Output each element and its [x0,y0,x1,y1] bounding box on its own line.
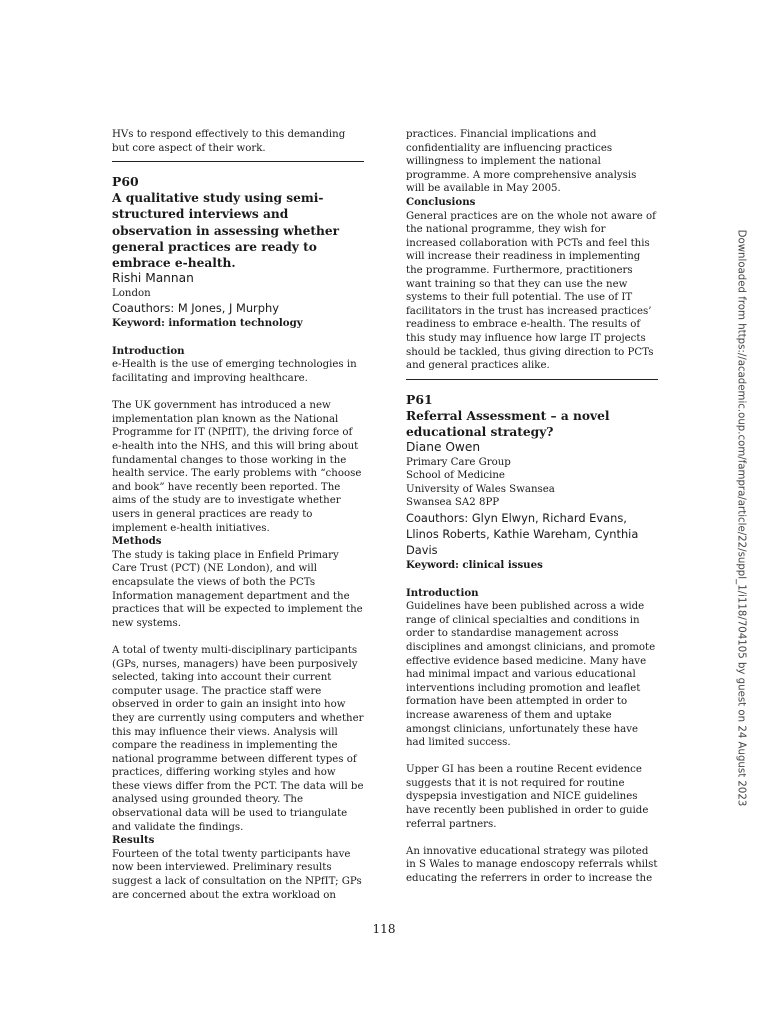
abstract-id: P61 [406,391,433,407]
section-divider [112,161,364,162]
introduction-paragraph: Guidelines have been published across a wide range of clinical specialties and conditions in order to standardise management across disciplines and amongst clinicians, and promote effective evidence based medicine. Many have had minimal impact and various educational interventions including promotion and leaflet formation have been attempted in order to increase awareness of them and uptake amongst clinicians, unfortunately these have had limited success. [406,601,656,749]
author-affiliation: London [112,287,151,299]
author-name: Diane Owen [406,440,481,455]
introduction-heading: Introduction [406,586,479,599]
affiliation-line: University of Wales Swansea [406,483,555,495]
methods-paragraph: A total of twenty multi-disciplinary participants (GPs, nurses, managers) have been purposively selected, taking into account their current computer usage. The practice staff were observed in order to gain an insight into how they are currently using computers and whether this may influence their views. Analysis will compare the readiness in implementing the national programme between different types of practices, differing working styles and how these views differ from the PCT. The data will be analysed using grounded theory. The observational data will be used to triangulate and validate the findings. [112,644,364,833]
coauthors: Coauthors: Glyn Elwyn, Richard Evans, Llinos Roberts, Kathie Wareham, Cynthia Davis [406,510,639,557]
introduction-heading: Introduction [112,344,185,357]
results-paragraph-continued: practices. Financial implications and confidentiality are influencing practices willingness to implement the national programme. A more comprehensive analysis will be available in May 2005. [406,129,637,195]
right-column [406,128,658,886]
section-divider [406,379,658,380]
abstract-id: P60 [112,174,139,190]
author-name: Rishi Mannan [112,271,194,286]
introduction-paragraph: Upper GI has been a routine Recent evidence suggests that it is not required for routine dyspepsia investigation and NICE guidelines have recently been published in order to guide referral partners. [406,764,649,830]
introduction-paragraph: e-Health is the use of emerging technologies in facilitating and improving healthcare. [112,359,357,385]
keyword-label: Keyword: clinical issues [406,558,543,571]
keyword [112,316,364,331]
methods-paragraph: The study is taking place in Enfield Primary Care Trust (PCT) (NE London), and will encapsulate the views of both the PCTs Information management department and the practices that will be expected to implement the new systems. [112,549,363,629]
conclusions-paragraph: General practices are on the whole not aware of the national programme, they wish for increased collaboration with PCTs and feel this will increase their readiness in implementing the programme. Furthermore, practitioners want training so that they can use the new systems to their full potential. The use of IT facilitators in the trust has increased practices’ readiness to embrace e-health. The results of this study may influence how large IT projects should be tackled, thus giving direction to PCTs and general practices alike. [406,210,656,372]
page-number: 118 [372,922,396,936]
results-heading: Results [112,834,155,847]
previous-abstract-continued: HVs to respond effectively to this demanding but core aspect of their work. [112,129,346,154]
keyword-label: Keyword: information technology [112,317,303,330]
download-watermark: Downloaded from https://academic.oup.com/fampra/article/22/suppl_1/i118/704105 by guest on 24 August 2023 [735,229,747,807]
affiliation-line: Primary Care Group [406,456,511,468]
coauthors: Coauthors: M Jones, J Murphy [112,301,279,316]
abstract-title: Referral Assessment – a novel educational strategy? [406,408,610,439]
affiliation-line: School of Medicine [406,470,505,482]
affiliation-line: Swansea SA2 8PP [406,497,500,509]
keyword [406,558,658,573]
results-paragraph: Fourteen of the total twenty participants have now been interviewed. Preliminary results suggest a lack of consultation on the NPfIT; GPs are concerned about the extra workload on [112,848,362,901]
introduction-paragraph: An innovative educational strategy was piloted in S Wales to manage endoscopy referrals whilst educating the referrers in order to increase the [406,845,658,885]
abstract-title: A qualitative study using semi-structured interviews and observation in assessing whether general practices are ready to embrace e-health. [112,191,340,270]
conclusions-heading: Conclusions [406,195,476,208]
left-column [112,128,364,902]
methods-heading: Methods [112,535,162,548]
introduction-paragraph: The UK government has introduced a new implementation plan known as the National Programme for IT (NPfIT), the driving force of e-health into the NHS, and this will bring about fundamental changes to those working in the health service. The early problems with “choose and book” have recently been reported. The aims of the study are to investigate whether users in general practices are ready to implement e-health initiatives. [112,400,362,534]
